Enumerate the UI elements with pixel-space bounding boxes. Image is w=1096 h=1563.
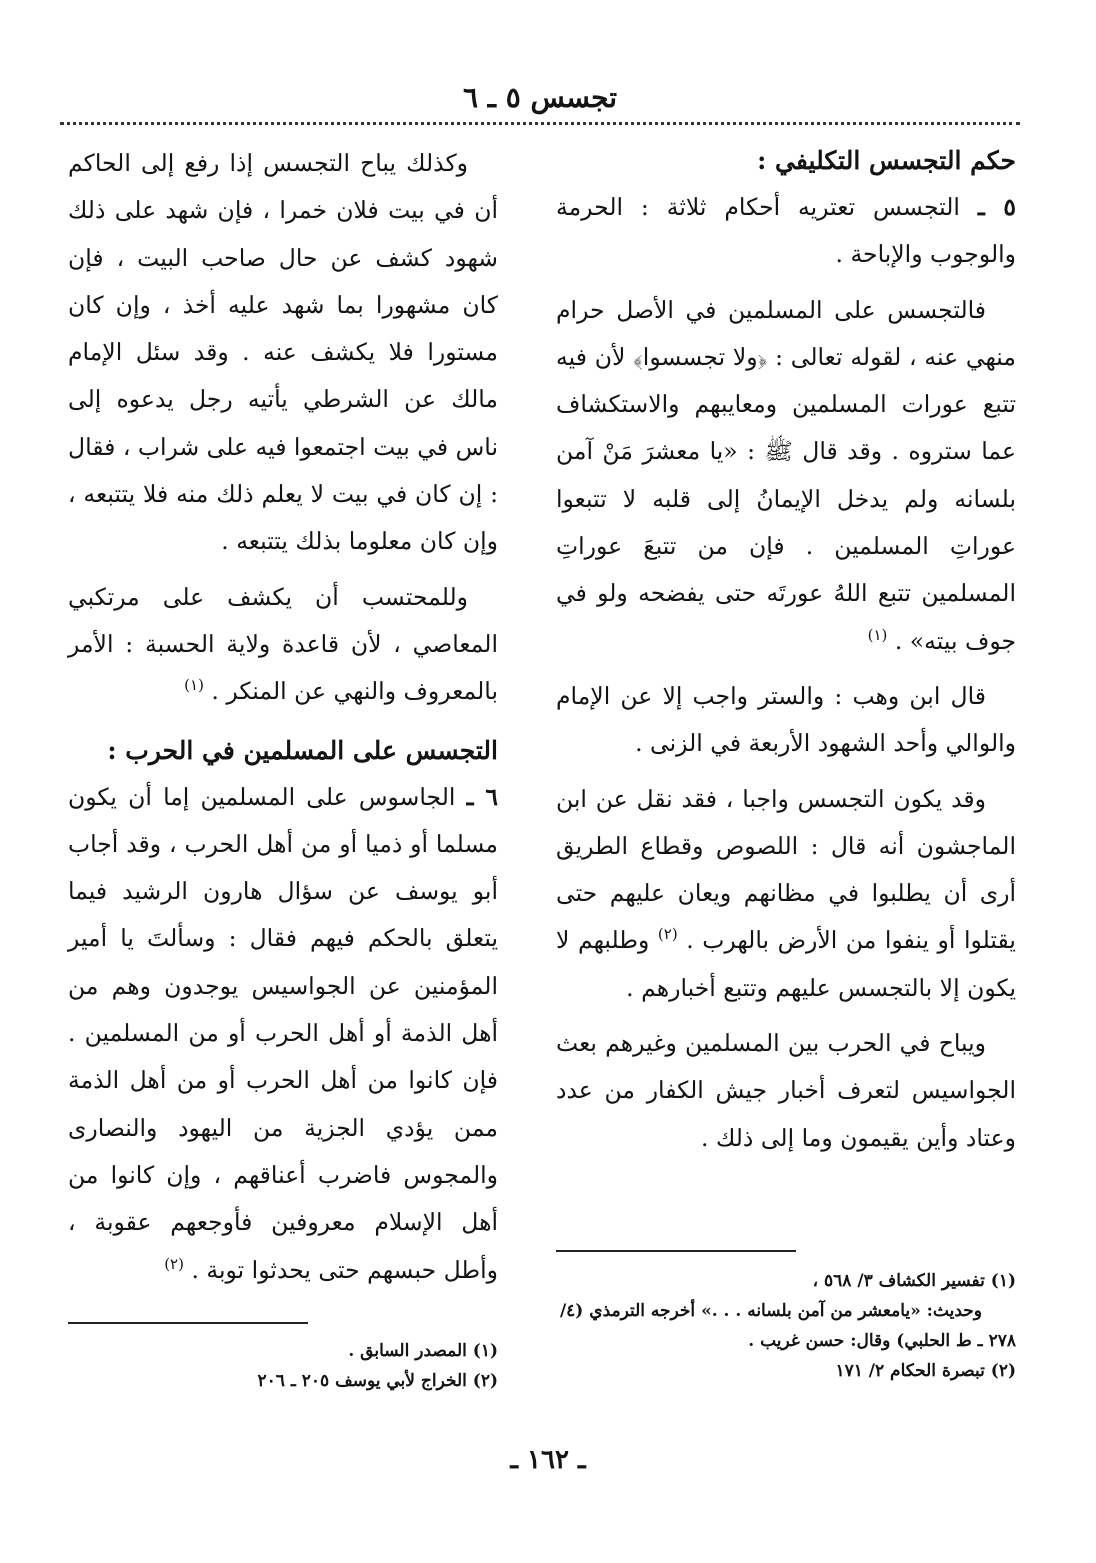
paragraph-5-intro — [556, 184, 1016, 279]
running-header: تجسس ٥ ـ ٦ — [462, 81, 618, 114]
footnote-marker: (١) — [184, 676, 204, 695]
footnotes-right — [556, 1250, 1016, 1386]
footnote-marker: (٢) — [164, 1254, 184, 1273]
paragraph-number: ٥ ـ — [977, 193, 1016, 221]
paragraph-prohibition — [556, 287, 1016, 665]
paragraph-ruler-permission: وكذلك يباح التجسس إذا رفع إلى الحاكم أن في بيت فلان خمرا ، فإن شهد على ذلك شهود كشف عن حال صاحب البيت ، فإن كان مشهورا بما شهد عليه أخذ ، وإن كان مستورا فلا يكشف عنه . وقد سئل الإمام مالك عن الشرطي يأتيه رجل يدعوه إلى ناس في بيت اجتمعوا فيه على شراب ، فقال : إن كان في بيت لا يعلم ذلك منه فلا يتتبعه ، وإن كان معلوما بذلك يتتبعه . — [68, 149, 498, 556]
footnote-rule — [556, 1250, 796, 1252]
paragraph-text-continued: وطلبهم لا يكون إلا بالتجسس عليهم وتتبع أخبارهم . — [556, 926, 1016, 1002]
right-column — [556, 140, 1016, 1170]
section-heading-war: التجسس على المسلمين في الحرب : — [107, 735, 498, 765]
header-dotted-rule — [60, 122, 1020, 125]
footnote-1: (١) تفسير الكشاف ٣/ ٥٦٨ ، — [812, 1271, 1016, 1291]
left-column — [68, 140, 498, 1302]
footnote-1: (١) المصدر السابق . — [348, 1341, 498, 1361]
paragraph-obligation — [556, 776, 1016, 1012]
paragraph-text: التجسس تعتريه أحكام ثلاثة : الحرمة والوجوب والإباحة . — [556, 193, 1016, 269]
paragraph-war-permission: ويباح في الحرب بين المسلمين وغيرهم بعث الجواسيس لتعرف أخبار جيش الكفار من عدد وعتاد وأين يقيمون وما إلى ذلك . — [556, 1029, 1016, 1152]
paragraph-text: وقد يكون التجسس واجبا ، فقد نقل عن ابن الماجشون أنه قال : اللصوص وقطاع الطريق أرى أن يطلبوا في مظانهم ويعان عليهم حتى يقتلوا أو ينفوا من الأرض بالهرب . — [556, 784, 1016, 955]
paragraph-ibn-wahb: قال ابن وهب : والستر واجب إلا عن الإمام والوالي وأحد الشهود الأربعة في الزنى . — [556, 681, 1016, 758]
footnote-rule — [68, 1322, 308, 1324]
paragraph-6-spy — [68, 774, 498, 1294]
paragraph-muhtasib — [68, 574, 498, 716]
footnote-2: (٢) الخراج لأبي يوسف ٢٠٥ ـ ٢٠٦ — [257, 1371, 498, 1391]
paragraph-number: ٦ ـ — [466, 782, 498, 811]
footnote-marker: (١) — [867, 625, 888, 644]
paragraph-text: فالتجسس على المسلمين في الأصل حرام منهي عنه ، لقوله تعالى : ﴿ولا تجسسوا﴾ لأن فيه تتبع عورات المسلمين ومعايبهم والاستكشاف عما ستروه . وقد قال ﷺ : «يا معشرَ مَنْ آمن بلسانه ولم يدخل الإيمانُ إلى قلبه لا تتبعوا عوراتِ المسلمين . فإن من تتبعَ عوراتِ المسلمين تتبع اللهُ عورتَه حتى يفضحه ولو في جوف بيته» . — [556, 295, 1016, 655]
page-number: ـ ١٦٢ ـ — [510, 1445, 586, 1475]
section-heading-legal-ruling: حكم التجسس التكليفي : — [757, 146, 1016, 175]
footnote-marker: (٢) — [657, 925, 678, 944]
paragraph-text: الجاسوس على المسلمين إما أن يكون مسلما أو ذميا أو من أهل الحرب ، وقد أجاب أبو يوسف عن سؤال هارون الرشيد فيما يتعلق بالحكم فيهم فقال : وسألتَ يا أمير المؤمنين عن الجواسيس يوجدون وهم من أهل الذمة أو أهل الحرب أو من المسلمين . فإن كانوا من أهل الحرب أو من أهل الذمة ممن يؤدي الجزية من اليهود والنصارى والمجوس فاضرب أعناقهم ، وإن كانوا من أهل الإسلام معروفين فأوجعهم عقوبة ، وأطل حبسهم حتى يحدثوا توبة . — [68, 782, 498, 1284]
footnote-2: (٢) تبصرة الحكام ٢/ ١٧١ — [835, 1361, 1016, 1381]
footnotes-left — [68, 1322, 498, 1396]
paragraph-text: وللمحتسب أن يكشف على مرتكبي المعاصي ، لأن قاعدة ولاية الحسبة : الأمر بالمعروف والنهي عن المنكر . — [68, 582, 498, 706]
footnote-1-continued: وحديث: «يامعشر من آمن بلسانه . . .» أخرجه الترمذي (٤/ ٢٧٨ ـ ط الحلبي) وقال: حسن غريب . — [559, 1301, 1016, 1351]
